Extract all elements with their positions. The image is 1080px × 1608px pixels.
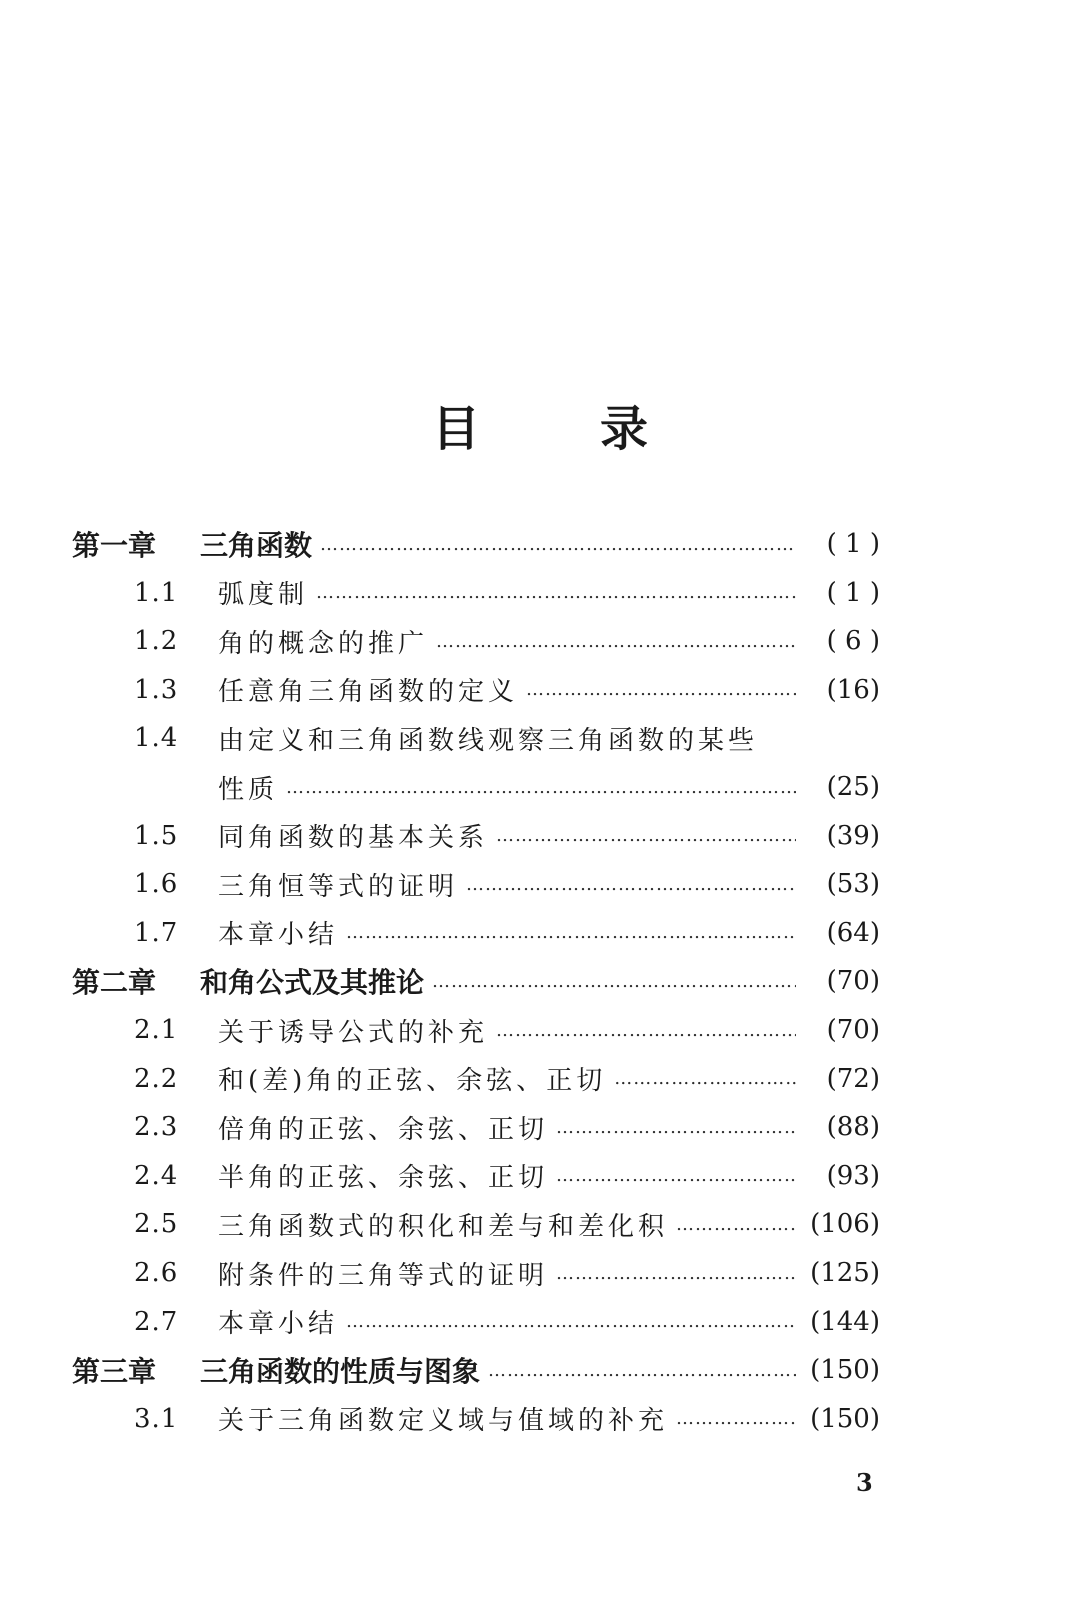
section-number: 2.6 [134,1258,179,1288]
toc-entry [0,714,1080,762]
dot-leader [316,582,796,603]
toc-entry [0,617,1080,665]
page-ref: (70) [826,1015,880,1045]
toc-entry [0,860,1080,908]
toc-entry [0,1249,1080,1297]
section-title: 由定义和三角函数线观察三角函数的某些 [218,725,759,756]
section-title: 同角函数的基本关系 [218,823,489,854]
dot-leader [466,874,796,895]
page-number: 3 [856,1468,873,1497]
chapter-title: 和角公式及其推论 [200,966,425,1000]
section-title: 本章小结 [218,1309,339,1340]
dot-leader [346,1311,796,1332]
page-ref: (16) [826,674,880,705]
section-number: 1.4 [134,723,179,754]
toc-entry [0,1200,1080,1248]
toc-entry [0,1346,1080,1394]
page-ref: (144) [810,1306,880,1337]
dot-leader [526,679,796,700]
page-ref: (150) [810,1355,880,1386]
dot-leader [496,1020,796,1041]
toc-entry [0,763,1080,811]
page-ref: ( 1 ) [826,577,880,608]
dot-leader [676,1408,796,1429]
page-ref: (25) [826,772,880,802]
page-ref: (53) [826,869,880,900]
section-number: 2.3 [134,1112,179,1143]
toc-entry [0,1103,1080,1151]
section-number: 1.7 [134,917,179,948]
page-ref: (93) [826,1160,880,1191]
section-title: 附条件的三角等式的证明 [218,1260,549,1291]
section-number: 2.1 [134,1015,179,1045]
dot-leader [556,1263,796,1284]
toc-entry [0,1298,1080,1346]
toc-entry [0,1395,1080,1443]
chapter-label: 第三章 [72,1355,157,1389]
toc-entry [0,666,1080,714]
dot-leader [556,1165,796,1186]
page-ref: (72) [826,1063,880,1094]
toc-entry [0,1006,1080,1054]
section-title: 半角的正弦、余弦、正切 [218,1163,549,1194]
toc-entry [0,1055,1080,1103]
section-title: 本章小结 [218,920,339,951]
section-number: 1.5 [134,820,179,851]
dot-leader [614,1068,796,1089]
dot-leader [286,777,796,798]
title-char-2: 录 [600,401,649,457]
toc-entry [0,909,1080,957]
page-ref: ( 1 ) [826,529,880,559]
toc-entry [0,520,1080,568]
dot-leader [676,1214,796,1235]
toc-entry [0,1152,1080,1200]
section-number: 2.4 [134,1160,179,1191]
section-number: 1.6 [134,869,179,900]
section-number: 1.3 [134,674,179,705]
section-title: 和(差)角的正弦、余弦、正切 [218,1066,607,1097]
page-ref: (64) [826,917,880,948]
title-char-1: 目 [431,401,480,457]
dot-leader [436,631,796,652]
section-title: 关于诱导公式的补充 [218,1017,489,1048]
section-title: 倍角的正弦、余弦、正切 [218,1114,549,1145]
chapter-label: 第一章 [72,529,157,562]
page-ref: (106) [810,1209,880,1240]
toc-entry [0,812,1080,860]
section-number: 2.7 [134,1306,179,1337]
toc-entry [0,569,1080,617]
section-title: 三角恒等式的证明 [218,871,459,902]
page-title [0,390,1080,459]
section-title: 三角函数式的积化和差与和差化积 [218,1211,669,1242]
section-number: 2.5 [134,1209,179,1240]
section-title: 弧度制 [218,580,309,611]
dot-leader [488,1360,796,1381]
toc-entry [0,957,1080,1005]
chapter-title: 三角函数的性质与图象 [200,1355,481,1389]
section-title: 性质 [218,774,279,805]
page-ref: (39) [826,820,880,851]
section-title: 关于三角函数定义域与值域的补充 [218,1406,669,1437]
dot-leader [346,922,796,943]
section-number: 1.2 [134,626,179,657]
dot-leader [496,825,796,846]
chapter-title: 三角函数 [200,529,313,562]
page-ref: (70) [826,966,880,997]
section-number: 3.1 [134,1403,179,1434]
section-number: 2.2 [134,1063,179,1094]
section-title: 角的概念的推广 [218,628,429,659]
chapter-label: 第二章 [72,966,157,1000]
dot-leader [320,534,796,555]
section-number: 1.1 [134,577,179,608]
page-ref: (125) [810,1258,880,1288]
page-ref: (150) [810,1403,880,1434]
page-ref: (88) [826,1112,880,1143]
section-title: 任意角三角函数的定义 [218,677,519,708]
page-ref: ( 6 ) [826,626,880,657]
dot-leader [432,971,796,992]
dot-leader [556,1117,796,1138]
